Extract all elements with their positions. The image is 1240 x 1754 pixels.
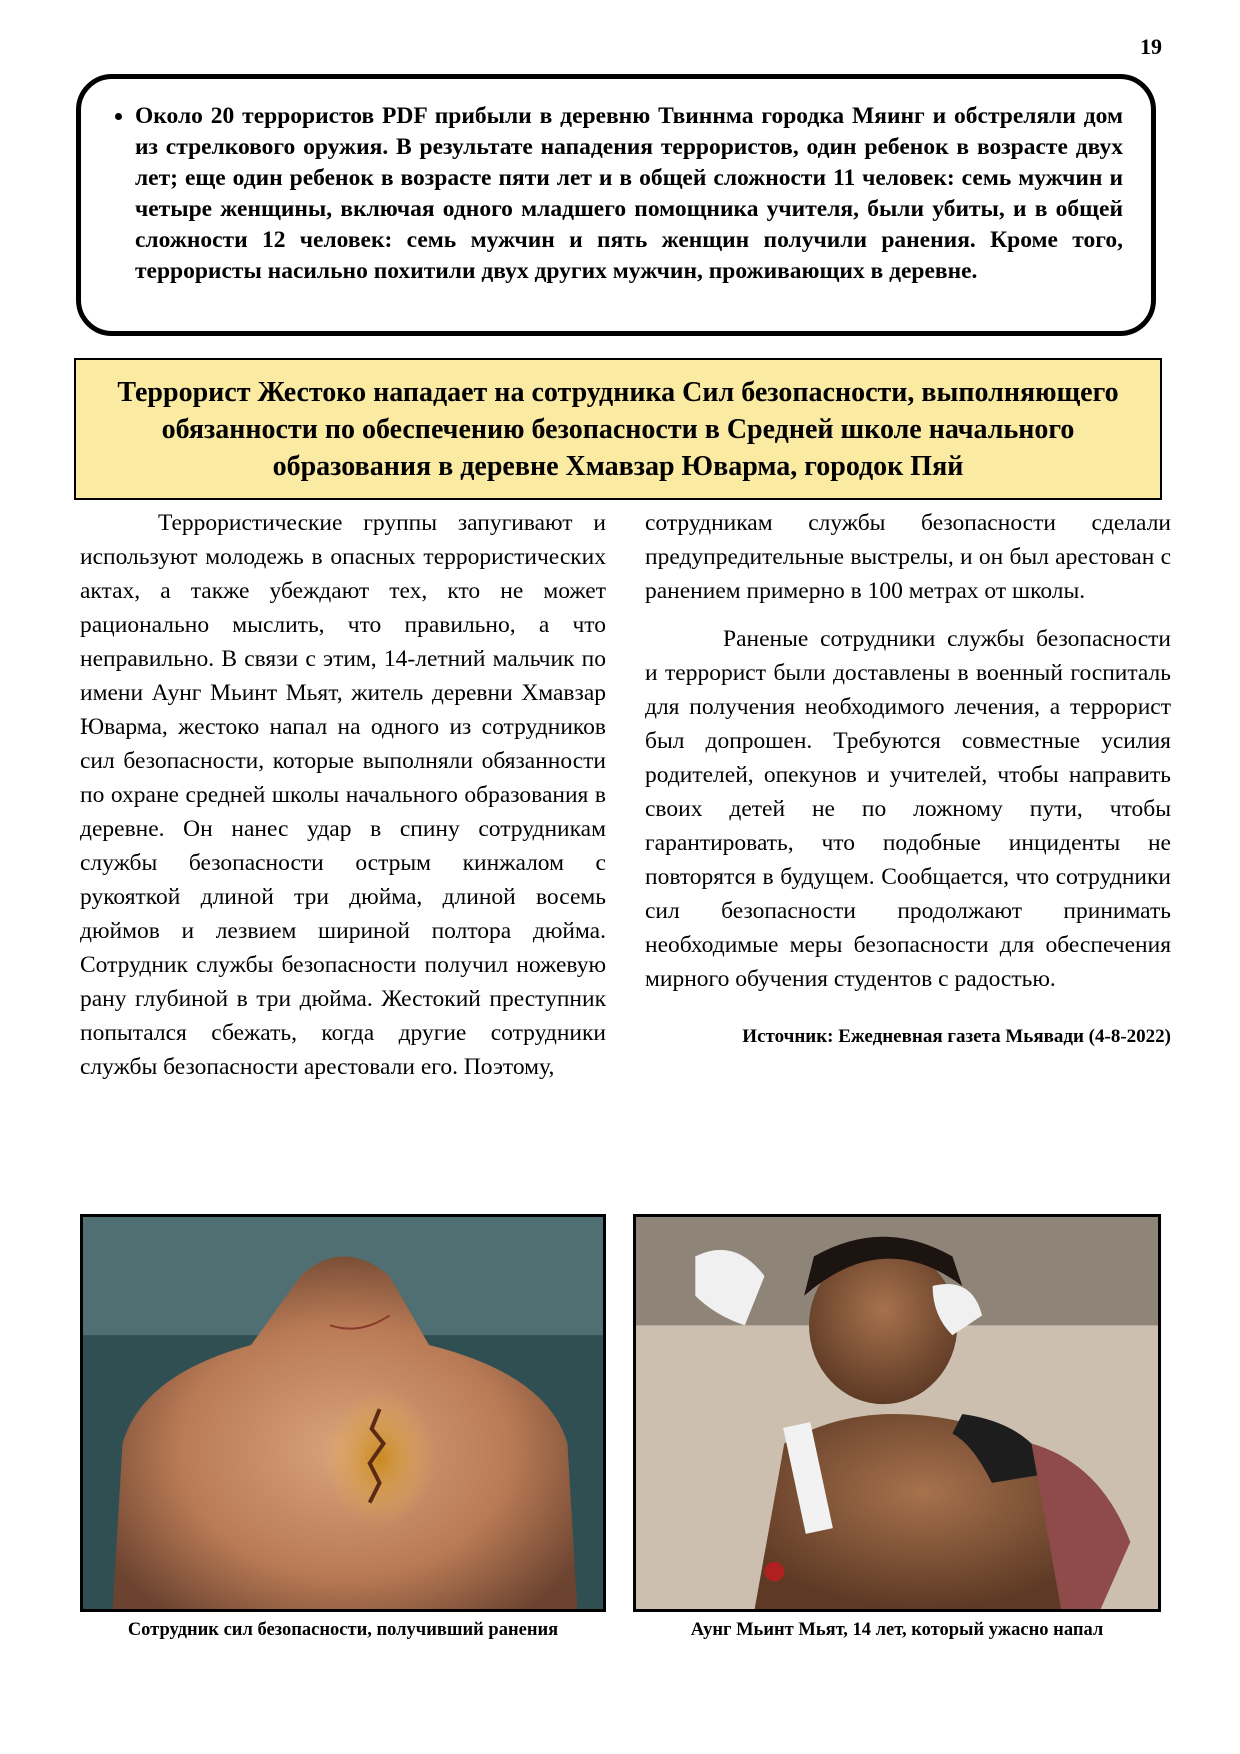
article-headline: Террорист Жестоко нападает на сотрудника Сил безопасности, выполняющего обязанности по обеспечению безопасности в Средней школе начального образования в деревне Хмавзар Юварма, городок Пяй <box>117 376 1119 482</box>
attacker-image <box>636 1217 1158 1609</box>
wounded-back-image <box>83 1217 603 1609</box>
caption-attacker: Аунг Мьинт Мьят, 14 лет, который ужасно напал <box>690 1620 1104 1640</box>
photo-wounded-officer <box>80 1214 606 1612</box>
article-left-column <box>80 506 606 1084</box>
headline-box <box>74 358 1162 500</box>
bullet-list <box>95 101 1123 287</box>
article-source: Источник: Ежедневная газета Мьявади (4-8-2022) <box>742 1026 1171 1047</box>
bullet-summary-box <box>76 74 1156 336</box>
right-column-paragraph-1: сотрудникам службы безопасности сделали предупредительные выстрелы, и он был арестован с ранением примерно в 100 метрах от школы. <box>645 510 1171 604</box>
right-column-paragraph-2: Раненые сотрудники службы безопасности и террорист были доставлены в военный госпиталь для получения необходимого лечения, а террорист был допрошен. Требуются совместные усилия родителей, опекунов и учителей, чтобы направить своих детей не по ложному пути, чтобы гарантировать, что подобные инциденты не повторятся в будущем. Сообщается, что сотрудники сил безопасности продолжают принимать необходимые меры безопасности для обеспечения мирного обучения студентов с радостью. <box>645 626 1171 992</box>
bullet-item: • Около 20 террористов PDF прибыли в деревню Твиннма городка Мяинг и обстреляли дом из стрелкового оружия. В результате нападения террористов, один ребенок в возрасте двух лет; еще один ребенок в возрасте пяти лет и в общей сложности 11 человек: семь мужчин и четыре женщины, включая одного младшего помощника учителя, были убиты, и в общей сложности 12 человек: семь мужчин и пять женщин получили ранения. Кроме того, террористы насильно похитили двух других мужчин, проживающих в деревне. <box>135 101 1123 287</box>
article-right-column <box>645 506 1171 1050</box>
left-column-paragraph: Террористические группы запугивают и используют молодежь в опасных террористических актах, а также убеждают тех, кто не может рационально мыслить, что правильно, а что неправильно. В связи с этим, 14-летний мальчик по имени Аунг Мьинт Мьят, житель деревни Хмавзар Юварма, жестоко напал на одного из сотрудников сил безопасности, которые выполняли обязанности по охране средней школы начального образования в деревне. Он нанес удар в спину сотрудникам службы безопасности острым кинжалом с рукояткой длиной три дюйма, длиной восемь дюймов и лезвием шириной полтора дюйма. Сотрудник службы безопасности получил ножевую рану глубиной в три дюйма. Жестокий преступник попытался сбежать, когда другие сотрудники службы безопасности арестовали его. Поэтому, <box>80 510 606 1080</box>
caption-wounded-officer: Сотрудник сил безопасности, получивший ранения <box>127 1620 559 1640</box>
photo-attacker <box>633 1214 1161 1612</box>
page-number: 19 <box>1140 34 1162 59</box>
